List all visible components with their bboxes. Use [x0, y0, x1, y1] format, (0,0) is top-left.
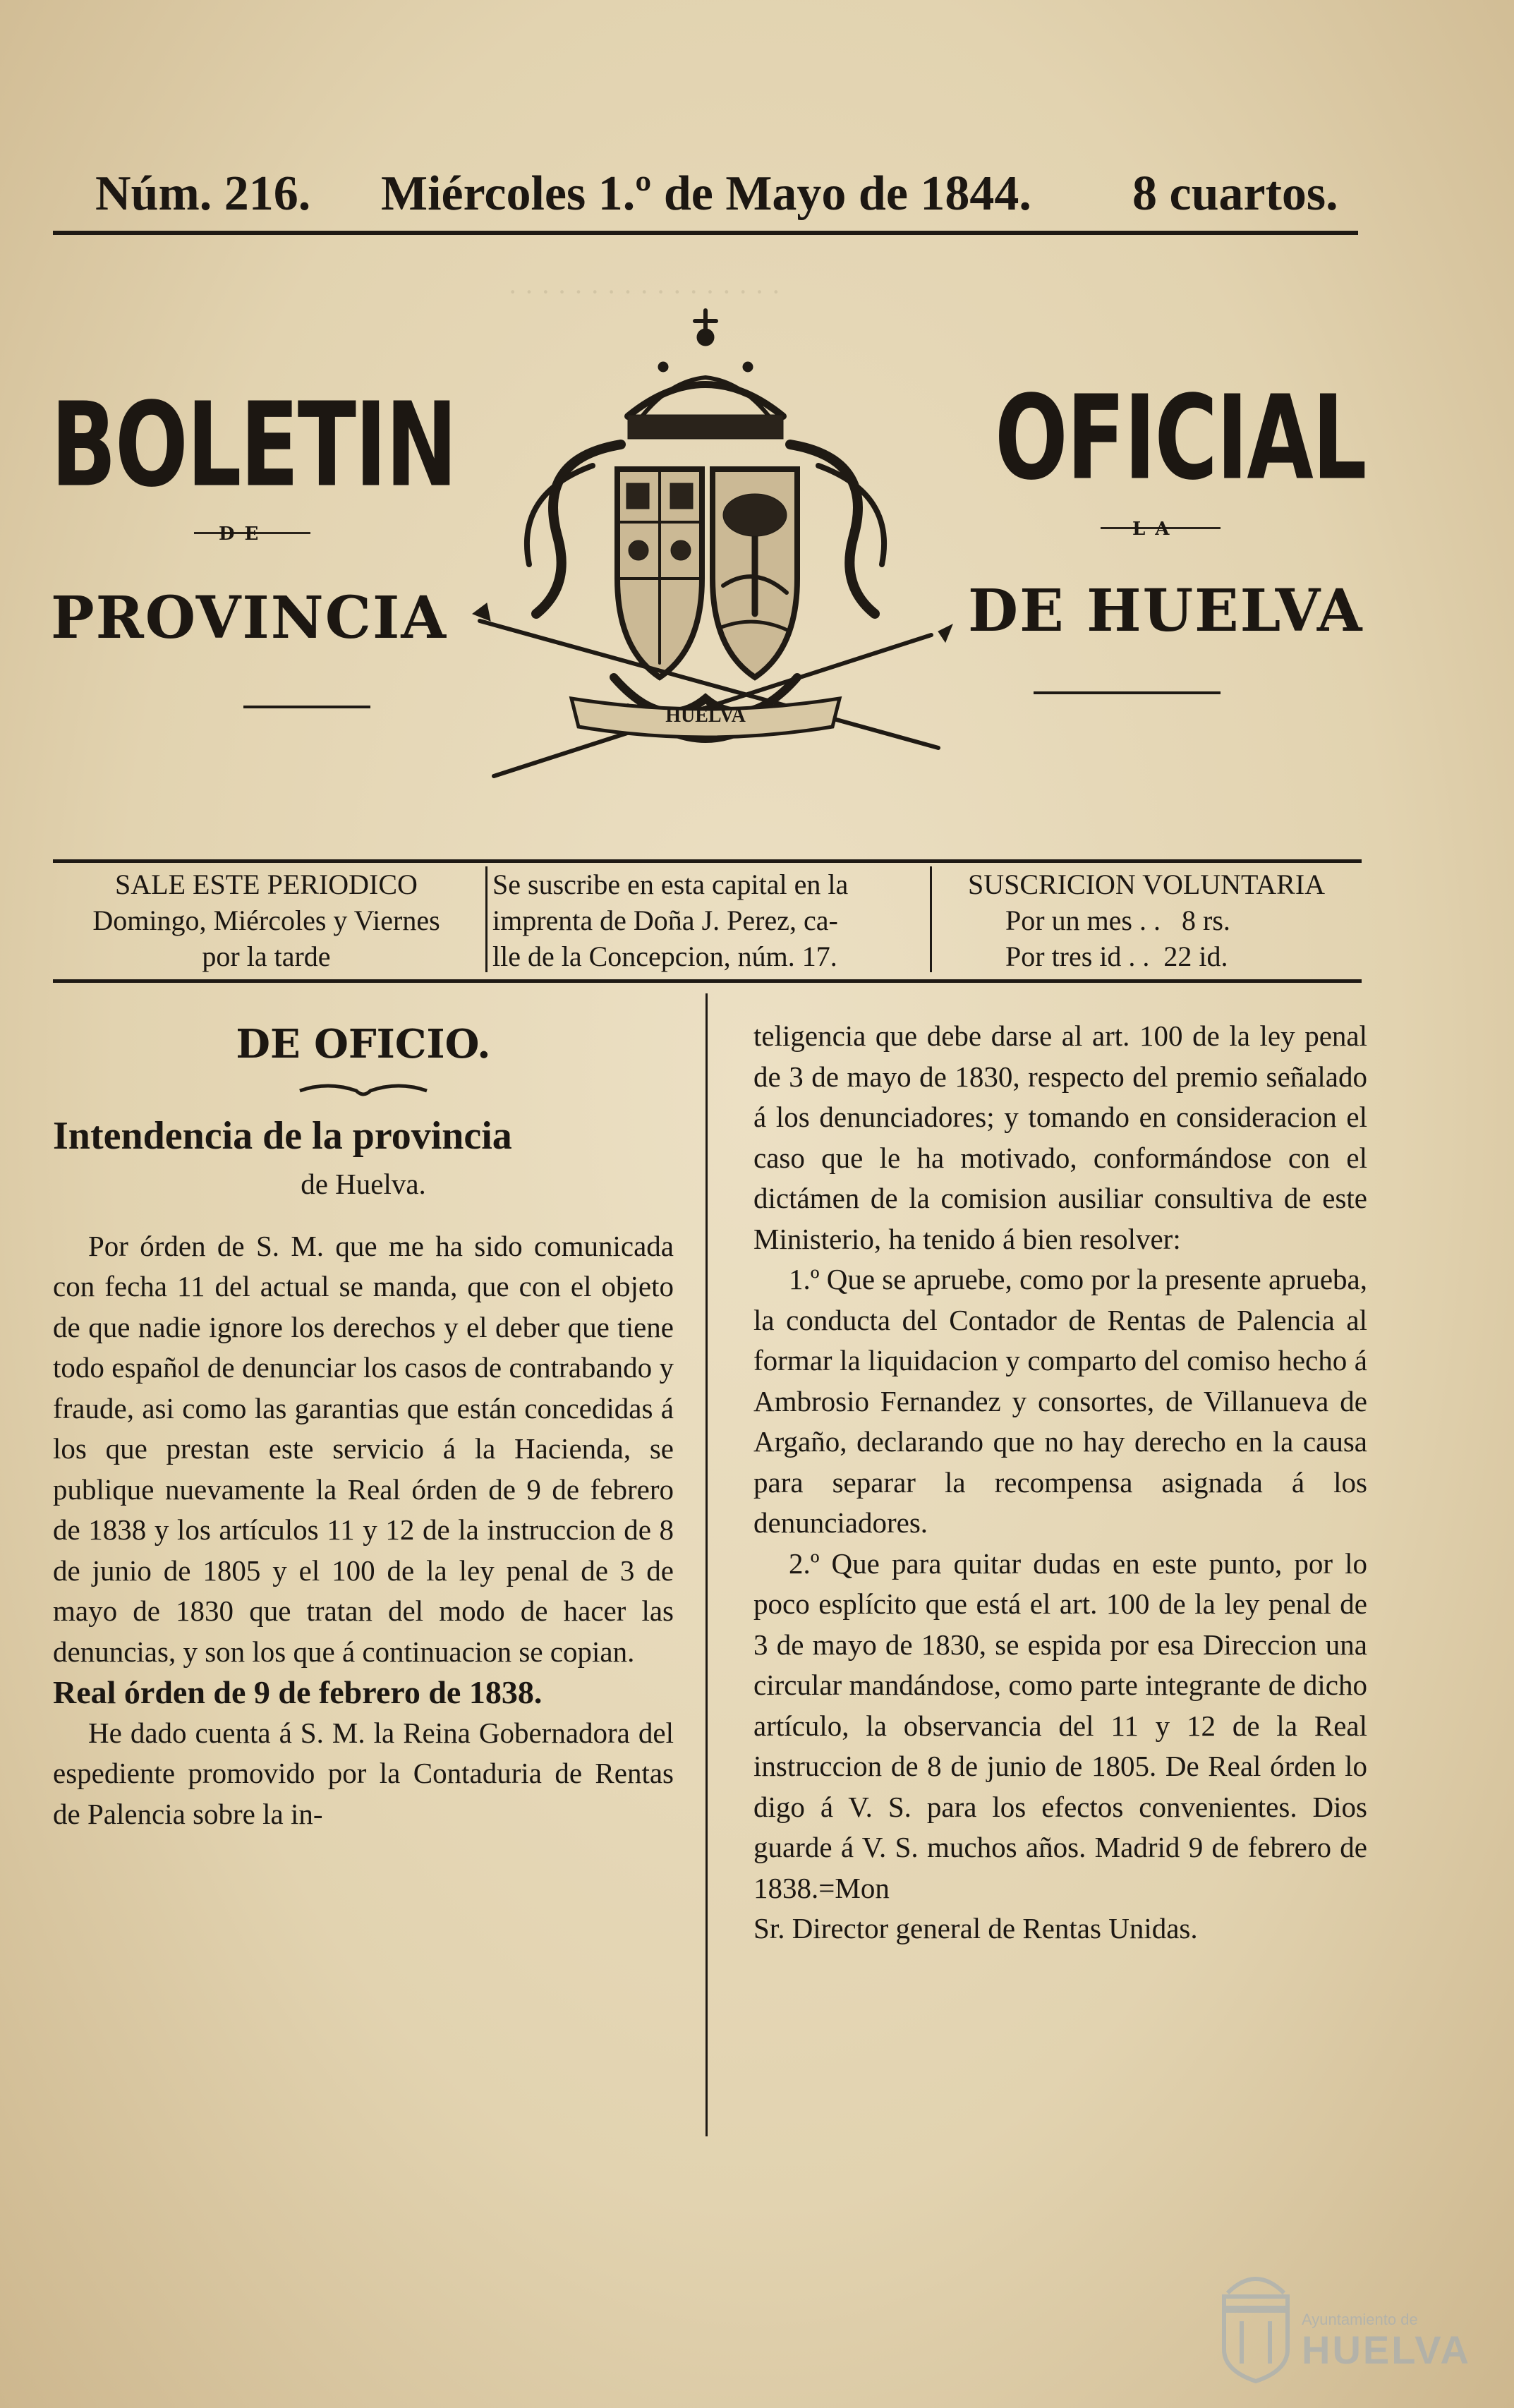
- issue-number: Núm. 216.: [95, 167, 311, 221]
- section-title: DE OFICIO.: [236, 1021, 491, 1067]
- column-left: [53, 1016, 674, 1834]
- subscription-prices: [935, 866, 1358, 974]
- archive-watermark: [1213, 2265, 1471, 2392]
- masthead-de-small: [194, 524, 310, 545]
- schedule-line-1: SALE ESTE PERIODICO: [115, 869, 418, 900]
- paragraph-first-point: 1.º Que se apruebe, como por la presente aprueba, la conducta del Contador de Rentas de Palencia al formar la liquidacion y comparto del comiso hecho á Ambrosio Fernandez y consortes, de Villanueva de Argaño, declarando que no hay derecho en la causa para separar la recompensa asignada á los denunciadores.: [753, 1263, 1367, 1539]
- address-line-1: Se suscribe en esta capital en la: [492, 869, 849, 900]
- paragraph-continuation: teligencia que debe darse al art. 100 de la ley penal de 3 de mayo de 1830, respecto del premio señalado á los denunciadores; y tomando en consideracion el caso que le ha motivado, conformándose con el dictámen de la comision ausiliar consultiva de este Ministerio, ha tenido á bien resolver:: [753, 1020, 1367, 1255]
- info-rule-bottom: [53, 979, 1362, 983]
- info-rule-top: [53, 859, 1362, 863]
- paragraph-intro: Por órden de S. M. que me ha sido comunicada con fecha 11 del actual se manda, que con el objeto de que nadie ignore los derechos y el deber que tiene todo español de denunciar los casos de contrabando y fraude, asi como las garantias que están concedidas á los que prestan este servicio á la Hacienda, se publique nuevamente la Real órden de 9 de febrero de 1838 y los artículos 11 y 12 de la instruccion de 8 de junio de 1805 y el 100 de la ley penal de 3 de mayo de 1830 que tratan del modo de hacer las denuncias, y son los que á continuacion se copian.: [53, 1229, 674, 1668]
- watermark-line-2: HUELVA: [1302, 2328, 1471, 2372]
- issue-header: [92, 166, 1355, 229]
- prices-title: SUSCRICION VOLUNTARIA: [967, 869, 1326, 900]
- subscription-address: [492, 866, 924, 974]
- ornament-divider-icon: [53, 1074, 674, 1099]
- city-shield-icon: [1213, 2265, 1298, 2385]
- la-label: LA: [1132, 519, 1180, 540]
- masthead-la-small: [1101, 519, 1221, 540]
- masthead-rule-left: [243, 706, 370, 708]
- column-right: [753, 1016, 1367, 1949]
- real-orden-heading: Real órden de 9 de febrero de 1838.: [53, 1674, 543, 1710]
- issue-price: 8 cuartos.: [1132, 167, 1338, 221]
- price-quarterly: Por tres id . . 22 id.: [1005, 940, 1228, 972]
- header-rule: [53, 231, 1358, 235]
- crest-ribbon-text: HUELVA: [665, 705, 746, 727]
- info-divider-1: [485, 866, 487, 972]
- price-monthly: Por un mes . . 8 rs.: [1005, 904, 1230, 936]
- issue-date: Miércoles 1.º de Mayo de 1844.: [381, 167, 1031, 221]
- masthead-oficial: OFICIAL: [995, 370, 1366, 506]
- bleed-through-text: · · · · · · · · · · · · · · · · ·: [508, 276, 781, 308]
- article-heading: Intendencia de la provincia: [53, 1114, 512, 1158]
- masthead-de-huelva: DE HUELVA: [968, 577, 1364, 645]
- schedule-line-2: Domingo, Miércoles y Viernes: [92, 904, 440, 936]
- address-line-2: imprenta de Doña J. Perez, ca-: [492, 904, 838, 936]
- paragraph-real-orden: He dado cuenta á S. M. la Reina Gobernadora del espediente promovido por la Contaduria de Rentas de Palencia sobre la in-: [53, 1716, 674, 1830]
- article-subheading: de Huelva.: [301, 1168, 426, 1200]
- publication-schedule: [53, 866, 480, 974]
- paragraph-addressee: Sr. Director general de Rentas Unidas.: [753, 1912, 1198, 1944]
- masthead-rule-right: [1034, 691, 1221, 694]
- masthead-provincia: PROVINCIA: [51, 584, 447, 652]
- de-label: DE: [219, 524, 269, 545]
- column-divider: [705, 993, 708, 2136]
- address-line-3: lle de la Concepcion, núm. 17.: [492, 940, 837, 972]
- huelva-crest-icon: [452, 282, 959, 818]
- watermark-line-1: Ayuntamiento de: [1302, 2311, 1418, 2328]
- info-divider-2: [930, 866, 932, 972]
- paragraph-second-point: 2.º Que para quitar dudas en este punto, por lo poco esplícito que está el art. 100 de la ley penal de 3 de mayo de 1830, se espida por esa Direccion una circular mandándose, como parte integrante de dicho artículo, la observancia del 11 y 12 de la Real instruccion de 8 de junio de 1805. De Real órden lo digo á V. S. para los efectos convenientes. Dios guarde á V. S. muchos años. Madrid 9 de febrero de 1838.=Mon: [753, 1547, 1367, 1904]
- masthead-boletin: BOLETIN: [51, 377, 456, 513]
- schedule-line-3: por la tarde: [202, 940, 331, 972]
